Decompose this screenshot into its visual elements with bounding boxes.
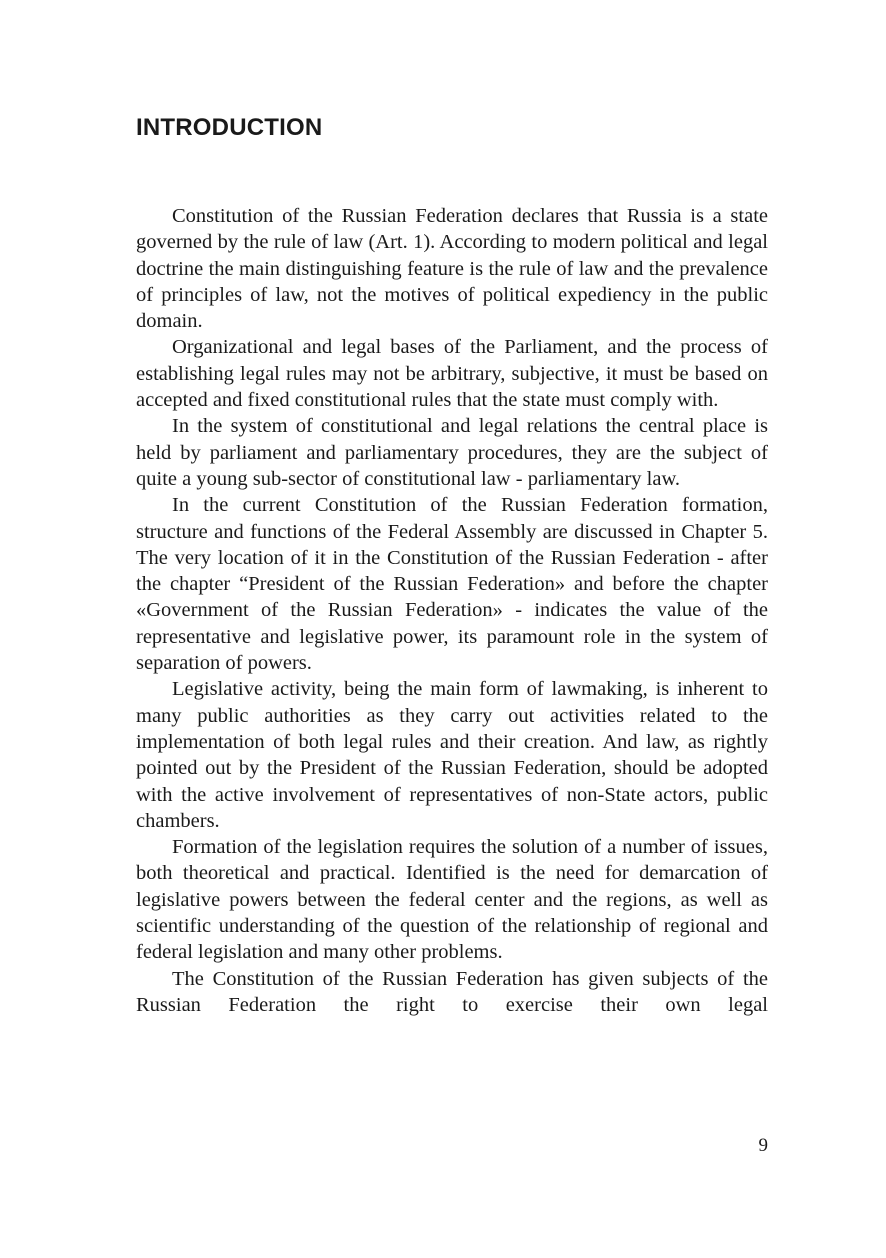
chapter-heading: INTRODUCTION bbox=[136, 114, 323, 141]
paragraph: Legislative activity, being the main form of lawmaking, is inherent to many public authorities as they carry out activities related to the implementation of both legal rules and their creation. And law, as rightly pointed out by the President of the Russian Federation, should be adopted with the active involvement of representatives of non-State actors, public chambers. bbox=[136, 678, 768, 832]
page-number: 9 bbox=[758, 1135, 768, 1156]
paragraph: Formation of the legislation requires the solution of a number of issues, both theoretical and practical. Identified is the need for demarcation of legislative powers between the federal center and the regions, as well as scientific understanding of the question of the relationship of regional and federal legislation and many other problems. bbox=[136, 836, 768, 964]
paragraph: In the system of constitutional and legal relations the central place is held by parliament and parliamentary procedures, they are the subject of quite a young sub-sector of constitutional law - parliamentary law. bbox=[136, 415, 768, 490]
paragraph: In the current Constitution of the Russian Federation formation, structure and functions of the Federal Assembly are discussed in Chapter 5. The very location of it in the Constitution of the Russian Federation - after the chapter “President of the Russian Federation» and before the chapter «Government of the Russian Federation» - indicates the value of the representative and legislative power, its paramount role in the system of separation of powers. bbox=[136, 494, 768, 675]
paragraph: Organizational and legal bases of the Parliament, and the process of establishing legal rules may not be arbitrary, subjective, it must be based on accepted and fixed constitutional rules that the state must comply with. bbox=[136, 336, 768, 412]
paragraph: The Constitution of the Russian Federation has given subjects of the Russian Federation the right to exercise their own legal bbox=[136, 967, 768, 1016]
body-text bbox=[136, 203, 768, 1018]
paragraph: Constitution of the Russian Federation declares that Russia is a state governed by the rule of law (Art. 1). According to modern political and legal doctrine the main distinguishing feature is the rule of law and the prevalence of principles of law, not the motives of political expediency in the public domain. bbox=[136, 205, 768, 333]
